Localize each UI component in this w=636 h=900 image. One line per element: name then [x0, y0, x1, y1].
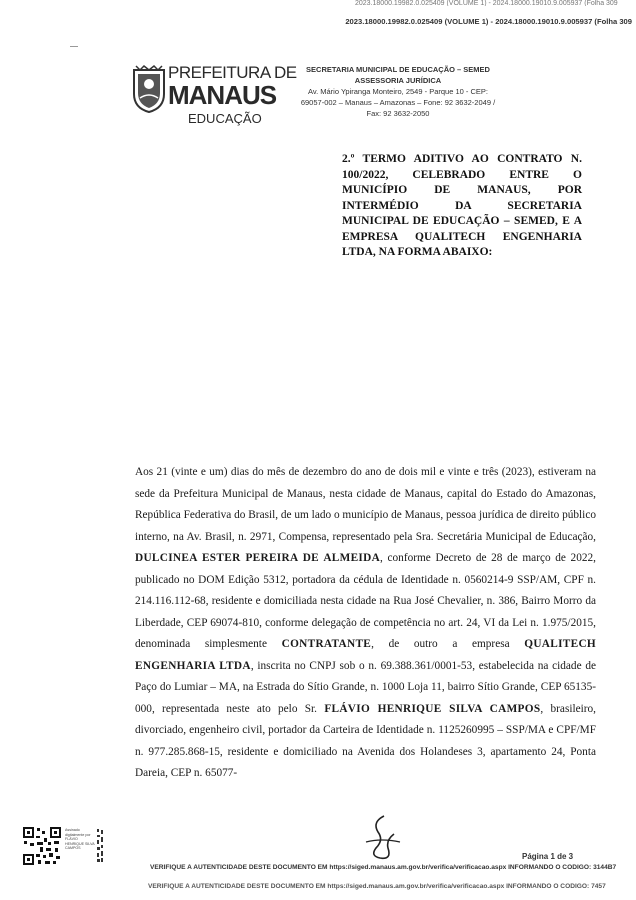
logo-text-manaus: MANAUS	[168, 80, 277, 110]
body-segment-1: Aos 21 (vinte e um) dias do mês de dezembro do ano de dois mil e vinte e três (2023), estiveram na sede da Prefeitura Municipal de Manaus, nesta cidade de Manaus, capital do Estado do Amazonas, República Federativa do Brasil, de um lado o município de Manaus, pessoa jurídica de direito público interno, na Av. Brasil, n. 2971, Compensa, representado pela Sra. Secretária Municipal de Educação,	[135, 466, 596, 543]
top-cut-line: 2023.18000.19982.0.025409 (VOLUME 1) - 2024.18000.19010.9.005937 (Folha 309	[355, 0, 618, 6]
qr-code-icon[interactable]	[22, 826, 62, 866]
page-number: Página 1 de 3	[522, 852, 574, 861]
qr-caption: Assinado digitalmente por FLÁVIO HENRIQUE SILVA CAMPOS	[65, 828, 95, 851]
address-line-2: 69057-002 – Manaus – Amazonas – Fone: 92 3632-2049 /	[300, 98, 496, 107]
signature-icon	[362, 812, 402, 862]
contract-body	[135, 462, 596, 785]
company-name: QUALITECH ENGENHARIA LTDA	[135, 638, 597, 672]
address-line-1: Av. Mário Ypiranga Monteiro, 2549 - Parque 10 - CEP:	[308, 87, 488, 96]
logo-text-prefeitura: PREFEITURA DE	[168, 63, 297, 82]
body-segment-5: , brasileiro, divorciado, engenheiro civil, portador da Carteira de Identidade n. 1125260995 – SSP/MA e CPF/MF n. 977.285.868-15, residente e domiciliado na Avenida dos Holandeses 3, apartamento 24, Ponta Dareia, CEP n. 65077-	[135, 702, 597, 779]
body-segment-2: , conforme Decreto de 28 de março de 2022, publicado no DOM Edição 5312, portadora da cédula de Identidade n. 0560214-9 SSP/AM, CPF n. 214.116.112-68, residente e domiciliada nesta cidade na Rua José Chevalier, n. 386, Bairro Morro da Liberdade, CEP 69074-810, conforme delegação de competência no art. 24, VI da Lei n. 1.975/2015, denominada simplesmente	[135, 552, 596, 650]
letterhead-info	[278, 64, 518, 119]
margin-mark	[70, 46, 78, 47]
document-title: 2.º TERMO ADITIVO AO CONTRATO N. 100/2022, CELEBRADO ENTRE O MUNICÍPIO DE MANAUS, POR INTERMÉDIO DA SECRETARIA MUNICIPAL DE EDUCAÇÃO – SEMED, E A EMPRESA QUALITECH ENGENHARIA LTDA, NA FORMA ABAIXO:	[342, 153, 582, 258]
prefeitura-logo	[128, 62, 297, 140]
company-representative-name: FLÁVIO HENRIQUE SILVA CAMPOS	[324, 702, 541, 715]
fax-line: Fax: 92 3632-2050	[366, 109, 430, 118]
representative-name: DULCINEA ESTER PEREIRA DE ALMEIDA	[135, 552, 381, 564]
verification-link-duplicate: VERIFIQUE A AUTENTICIDADE DESTE DOCUMENTO EM https://siged.manaus.am.gov.br/verifica/verificacao.aspx INFORMANDO O CÓDIGO: 7457	[148, 883, 606, 890]
logo-text-educacao: EDUCAÇÃO	[188, 111, 262, 126]
vertical-code-icon	[96, 828, 105, 864]
secretaria-name: SECRETARIA MUNICIPAL DE EDUCAÇÃO – SEMED	[306, 65, 490, 74]
assessoria-name: ASSESSORIA JURÍDICA	[354, 76, 442, 85]
contratante-label: CONTRATANTE	[281, 638, 372, 650]
manaus-crest-icon	[130, 64, 168, 114]
body-segment-4: , inscrita no CNPJ sob o n. 69.388.361/0001-53, estabelecida na cidade de Paço do Lumiar – MA, na Estrada do Sítio Grande, n. 1000 Loja 11, bairro Sítio Grande, CEP 65135-000, representada neste ato pelo Sr.	[135, 659, 596, 715]
body-segment-3: , de outro a empresa	[371, 638, 525, 650]
protocol-number: 2023.18000.19982.0.025409 (VOLUME 1) - 2024.18000.19010.9.005937 (Folha 309	[345, 17, 632, 26]
verification-link[interactable]: VERIFIQUE A AUTENTICIDADE DESTE DOCUMENTO EM https://siged.manaus.am.gov.br/verifica/verificacao.aspx INFORMANDO O CÓDIGO: 3144B7	[150, 864, 617, 871]
